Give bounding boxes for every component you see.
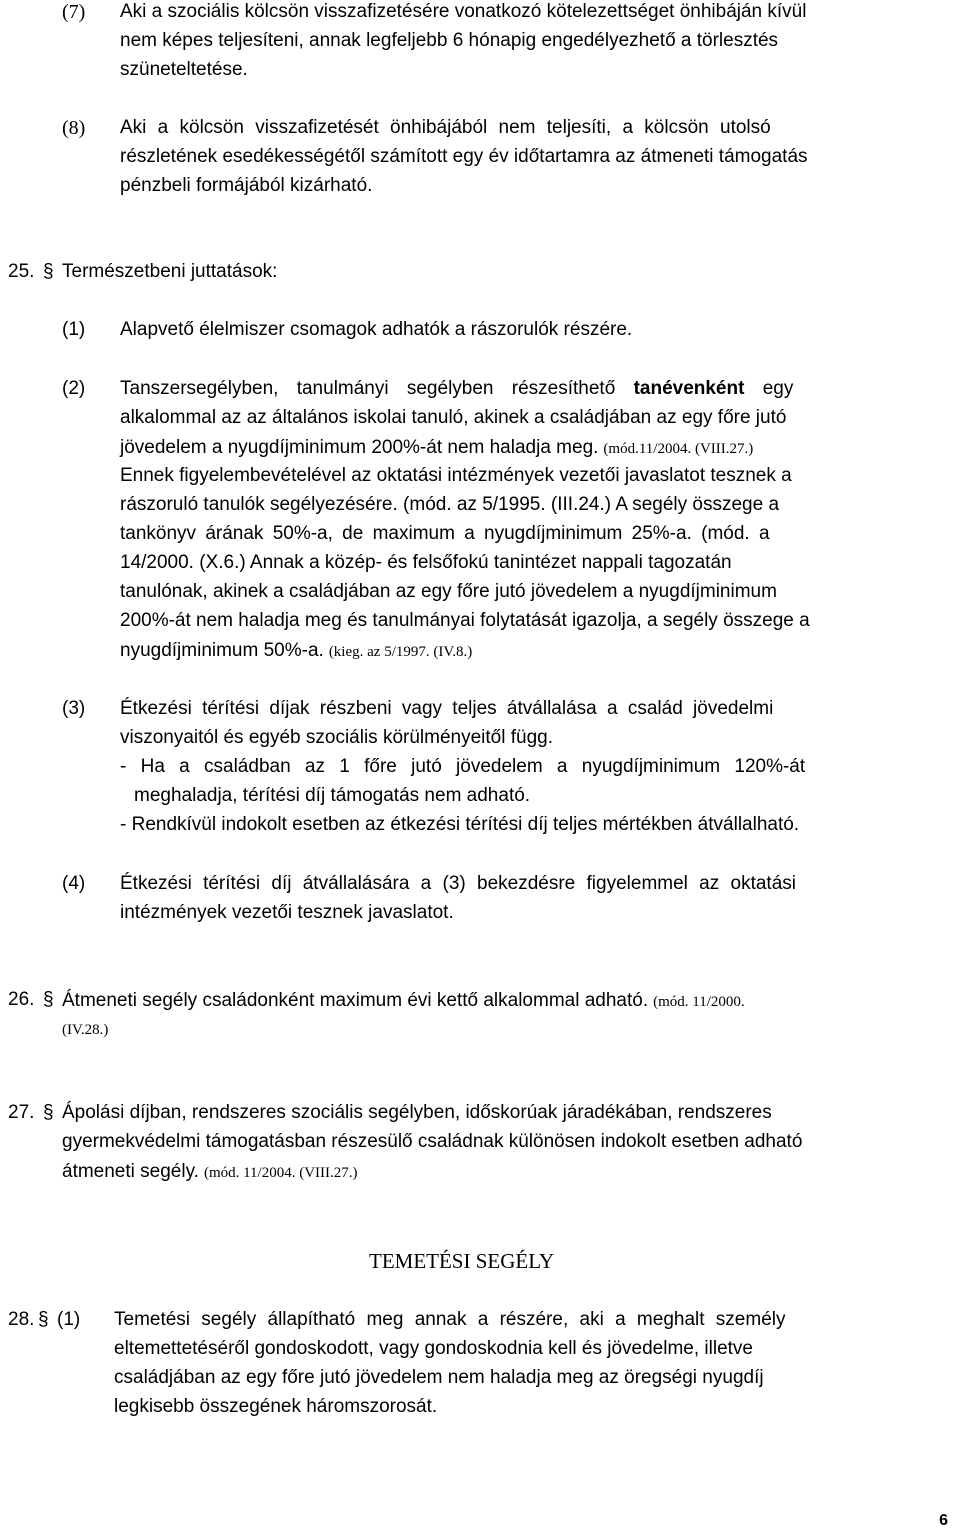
section-sign: § — [43, 989, 54, 1010]
section-sign: § — [43, 261, 54, 282]
section-28-line-2: eltemettetéséről gondoskodott, vagy gondoskodnia kell és jövedelme, illetve — [114, 1338, 753, 1359]
section-28-line-3: családjában az egy főre jutó jövedelem nem haladja meg az öregségi nyugdíj — [114, 1367, 764, 1388]
para-7-line-2: nem képes teljesíteni, annak legfeljebb 6 hónapig engedélyezhető a törlesztés — [120, 30, 779, 51]
section-25-title: Természetbeni juttatások: — [62, 261, 278, 282]
section-26-number: 26. — [8, 989, 35, 1010]
section-sign: § — [38, 1309, 49, 1330]
s25-para-2-line-5: rászoruló tanulók segélyezésére. (mód. az 5/1995. (III.24.) A segély összege a — [120, 494, 780, 515]
s25-para-2-line-1-pre: Tanszersegélyben, tanulmányi segélyben részesíthető — [120, 378, 616, 399]
section-28-number: 28. — [8, 1309, 35, 1330]
section-sign: § — [43, 1102, 54, 1123]
s25-para-2-line-3-text: jövedelem a nyugdíjminimum 200%-át nem haladja meg. — [120, 437, 599, 458]
section-28-line-4: legkisebb összegének háromszorosát. — [114, 1396, 438, 1417]
section-heading: TEMETÉSI SEGÉLY — [369, 1249, 555, 1273]
section-27-note-3: (mód. 11/2004. (VIII.27.) — [203, 1165, 358, 1181]
section-27-line-2: gyermekvédelmi támogatásban részesülő családnak különösen indokolt esetben adható — [62, 1131, 803, 1152]
s25-para-3-line-5: - Rendkívül indokolt esetben az étkezési térítési díj teljes mértékben átvállalható. — [120, 814, 800, 835]
para-8-line-3: pénzbeli formájából kizárható. — [120, 175, 373, 196]
para-8-number: (8) — [62, 117, 86, 139]
s25-para-3-line-4: meghaladja, térítési díj támogatás nem adható. — [134, 785, 531, 806]
s25-para-3-line-1: Étkezési térítési díjak részbeni vagy teljes átvállalása a család jövedelmi — [120, 698, 774, 719]
s25-para-2-line-1-bold: tanévenként — [633, 378, 745, 399]
s25-para-2-line-6: tankönyv árának 50%-a, de maximum a nyugdíjminimum 25%-a. (mód. a — [120, 523, 770, 544]
section-27-number: 27. — [8, 1102, 35, 1123]
s25-para-3-number: (3) — [62, 698, 86, 719]
section-27-line-3 — [62, 1161, 358, 1183]
s25-para-2-line-4: Ennek figyelembevételével az oktatási intézmények vezetői javaslatot tesznek a — [120, 465, 792, 486]
page-number: 6 — [939, 1512, 948, 1529]
s25-para-2-line-2: alkalommal az az általános iskolai tanuló, akinek a családjában az egy főre jutó — [120, 407, 787, 428]
s25-para-4-line-2: intézmények vezetői tesznek javaslatot. — [120, 902, 454, 923]
s25-para-2-line-9: 200%-át nem haladja meg és tanulmányai folytatását igazolja, a segély összege a — [120, 610, 810, 631]
s25-para-4-number: (4) — [62, 873, 86, 894]
s25-para-4-line-1: Étkezési térítési díj átvállalására a (3) bekezdésre figyelemmel az oktatási — [120, 873, 796, 894]
section-28-line-1: Temetési segély állapítható meg annak a részére, aki a meghalt személy — [114, 1309, 786, 1330]
section-26-note-1: (mód. 11/2000. — [653, 994, 745, 1010]
section-28-para-number: (1) — [57, 1309, 81, 1330]
s25-para-1-text: Alapvető élelmiszer csomagok adhatók a rászorulók részére. — [120, 319, 633, 340]
s25-para-2-line-10-text: nyugdíjminimum 50%-a. — [120, 640, 324, 661]
s25-para-2-line-10-note: (kieg. az 5/1997. (IV.8.) — [328, 644, 473, 660]
s25-para-2-line-1 — [120, 379, 793, 399]
s25-para-2-line-3-note: (mód.11/2004. (VIII.27.) — [603, 441, 754, 457]
section-26-note-2: (IV.28.) — [62, 1022, 109, 1038]
s25-para-2-line-1-post: egy — [762, 378, 794, 399]
s25-para-2-number: (2) — [62, 378, 86, 399]
s25-para-2-line-7: 14/2000. (X.6.) Annak a közép- és felsőfokú tanintézet nappali tagozatán — [120, 552, 732, 573]
s25-para-2-line-3 — [120, 437, 753, 459]
s25-para-1-number: (1) — [62, 319, 86, 340]
s25-para-3-line-2: viszonyaitól és egyéb szociális körülményeitől függ. — [120, 727, 553, 748]
s25-para-2-line-8: tanulónak, akinek a családjában az egy főre jutó jövedelem a nyugdíjminimum — [120, 581, 777, 602]
para-7-text-1: Aki a szociális kölcsön visszafizetésére vonatkozó kötelezettséget önhibáján kívül — [120, 1, 807, 22]
para-7-line-1 — [120, 2, 955, 22]
section-25-number: 25. — [8, 261, 35, 282]
section-27-line-1: Ápolási díjban, rendszeres szociális segélyben, időskorúak járadékában, rendszeres — [62, 1102, 772, 1123]
para-8-line-2: részletének esedékességétől számított egy év időtartamra az átmeneti támogatás — [120, 146, 808, 167]
para-7-number: (7) — [62, 1, 86, 23]
para-7-line-3: szüneteltetése. — [120, 59, 248, 80]
section-26-line-1 — [62, 990, 745, 1012]
section-26-text-1: Átmeneti segély családonként maximum évi kettő alkalommal adható. — [62, 990, 649, 1011]
s25-para-3-line-3: - Ha a családban az 1 főre jutó jövedelem a nyugdíjminimum 120%-át — [120, 756, 806, 777]
section-27-text-3: átmeneti segély. — [62, 1161, 199, 1182]
para-8-line-1: Aki a kölcsön visszafizetését önhibájából nem teljesíti, a kölcsön utolsó — [120, 117, 771, 138]
s25-para-2-line-10 — [120, 640, 472, 662]
